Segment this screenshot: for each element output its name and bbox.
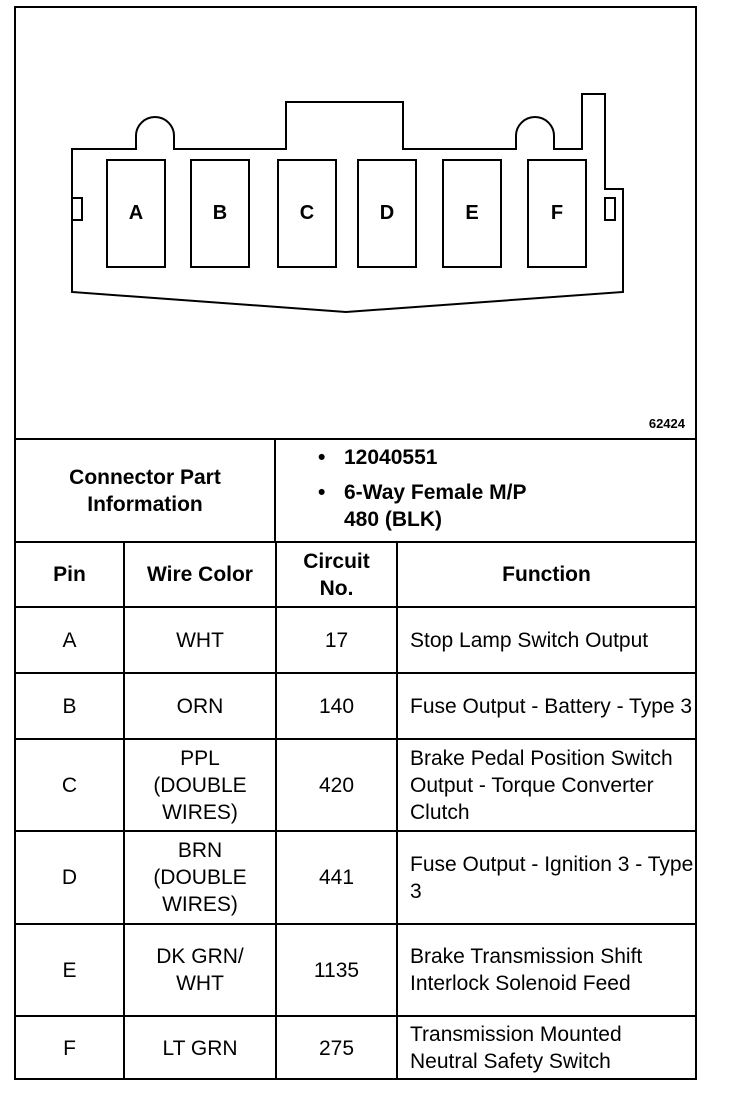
cell-function: Stop Lamp Switch Output (397, 607, 695, 673)
cell-wire-color: BRN (DOUBLE WIRES) (124, 831, 276, 924)
cell-function: Brake Transmission Shift Interlock Solenoid Feed (397, 924, 695, 1016)
pin-label-c: C (299, 202, 315, 224)
table-row (16, 1016, 695, 1079)
cell-wire-color: LT GRN (124, 1016, 276, 1079)
cell-pin: B (16, 673, 124, 739)
cell-function: Fuse Output - Ignition 3 - Type 3 (397, 831, 695, 924)
connector-info (16, 438, 695, 541)
header-pin: Pin (16, 542, 124, 607)
cell-circuit: 1135 (276, 924, 397, 1016)
table-row (16, 924, 695, 1016)
pinout-table (16, 541, 695, 1079)
cell-pin: F (16, 1016, 124, 1079)
cell-function: Transmission Mounted Neutral Safety Switch (397, 1016, 695, 1079)
header-function: Function (397, 542, 695, 607)
table-row (16, 831, 695, 924)
cell-circuit: 441 (276, 831, 397, 924)
cell-circuit: 140 (276, 673, 397, 739)
connector-diagram (16, 8, 695, 438)
cell-wire-color: PPL (DOUBLE WIRES) (124, 739, 276, 831)
cell-function: Brake Pedal Position Switch Output - Torque Converter Clutch (397, 739, 695, 831)
bullet-icon: • (318, 481, 326, 504)
pin-label-a: A (128, 202, 144, 224)
cell-function: Fuse Output - Battery - Type 3 (397, 673, 695, 739)
pin-label-b: B (212, 202, 228, 224)
cell-wire-color: DK GRN/ WHT (124, 924, 276, 1016)
connector-description-line1: 6-Way Female M/P (344, 481, 527, 504)
connector-info-label: Connector Part Information (16, 440, 276, 541)
cell-pin: D (16, 831, 124, 924)
table-row (16, 607, 695, 673)
cell-circuit: 420 (276, 739, 397, 831)
pin-label-d: D (379, 202, 395, 224)
connector-info-details (278, 444, 688, 533)
table-row (16, 673, 695, 739)
cell-pin: A (16, 607, 124, 673)
pin-label-f: F (550, 202, 564, 224)
cell-wire-color: WHT (124, 607, 276, 673)
table-header-row (16, 542, 695, 607)
connector-description-line2: 480 (BLK) (344, 508, 443, 531)
header-wire-color: Wire Color (124, 542, 276, 607)
table-row (16, 739, 695, 831)
cell-circuit: 275 (276, 1016, 397, 1079)
cell-circuit: 17 (276, 607, 397, 673)
part-number: 12040551 (344, 446, 438, 469)
cell-wire-color: ORN (124, 673, 276, 739)
header-circuit-no: Circuit No. (276, 542, 397, 607)
cell-pin: C (16, 739, 124, 831)
cell-pin: E (16, 924, 124, 1016)
bullet-icon: • (318, 446, 326, 469)
pin-label-e: E (465, 202, 479, 224)
figure-number: 62424 (648, 416, 685, 431)
connector-sheet (14, 6, 697, 1080)
